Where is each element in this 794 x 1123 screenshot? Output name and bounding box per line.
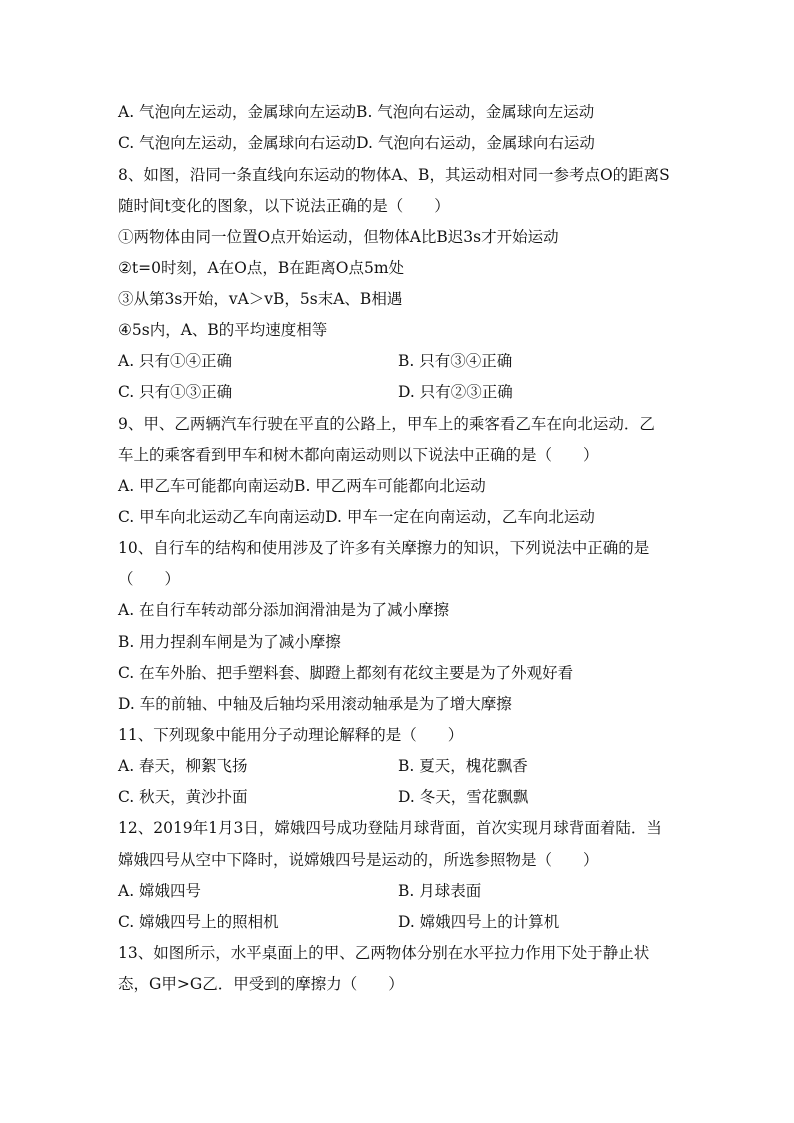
q12-option-c: C. 嫦娥四号上的照相机 <box>118 913 279 931</box>
q8-option-d: D. 只有②③正确 <box>398 383 513 401</box>
q10-option-a: A. 在自行车转动部分添加润滑油是为了减小摩擦 <box>118 601 450 619</box>
q8-statement-1: ①两物体由同一位置O点开始运动，但物体A比B迟3s才开始运动 <box>118 228 559 246</box>
q7-options-cd: C. 气泡向左运动，金属球向右运动D. 气泡向右运动，金属球向右运动 <box>118 134 595 152</box>
q12-stem-line2: 嫦娥四号从空中下降时，说嫦娥四号是运动的，所选参照物是（ ） <box>118 851 599 869</box>
q8-option-a: A. 只有①④正确 <box>118 352 233 370</box>
q8-option-b: B. 只有③④正确 <box>398 352 513 370</box>
q10-option-b: B. 用力捏刹车闸是为了减小摩擦 <box>118 633 341 651</box>
q11-option-d: D. 冬天，雪花飘飘 <box>398 788 529 806</box>
q9-stem-line2: 车上的乘客看到甲车和树木都向南运动则以下说法中正确的是（ ） <box>118 446 599 464</box>
q8-stem-line2: 随时间t变化的图象，以下说法正确的是（ ） <box>118 197 450 215</box>
q11-option-a: A. 春天，柳絮飞扬 <box>118 757 248 775</box>
q7-options-ab: A. 气泡向左运动，金属球向左运动B. 气泡向右运动，金属球向左运动 <box>118 103 595 121</box>
q9-options-ab: A. 甲乙车可能都向南运动B. 甲乙两车可能都向北运动 <box>118 477 486 495</box>
q10-option-d: D. 车的前轴、中轴及后轴均采用滚动轴承是为了增大摩擦 <box>118 695 512 713</box>
q10-stem-line1: 10、自行车的结构和使用涉及了许多有关摩擦力的知识，下列说法中正确的是 <box>118 539 650 557</box>
q9-stem-line1: 9、甲、乙两辆汽车行驶在平直的公路上，甲车上的乘客看乙车在向北运动．乙 <box>118 415 655 433</box>
q10-option-c: C. 在车外胎、把手塑料套、脚蹬上都刻有花纹主要是为了外观好看 <box>118 664 574 682</box>
q12-option-b: B. 月球表面 <box>398 882 482 900</box>
q12-option-d: D. 嫦娥四号上的计算机 <box>398 913 560 931</box>
q8-statement-4: ④5s内，A、B的平均速度相等 <box>118 321 328 339</box>
q11-option-c: C. 秋天，黄沙扑面 <box>118 788 248 806</box>
q8-option-c: C. 只有①③正确 <box>118 383 233 401</box>
q8-statement-2: ②t=0时刻，A在O点，B在距离O点5m处 <box>118 259 405 277</box>
q13-stem-line1: 13、如图所示，水平桌面上的甲、乙两物体分别在水平拉力作用下处于静止状 <box>118 944 650 962</box>
q8-statement-3: ③从第3s开始，vA＞vB，5s末A、B相遇 <box>118 290 403 308</box>
q8-stem-line1: 8、如图，沿同一条直线向东运动的物体A、B，其运动相对同一参考点O的距离S <box>118 166 670 184</box>
q9-options-cd: C. 甲车向北运动乙车向南运动D. 甲车一定在向南运动，乙车向北运动 <box>118 508 595 526</box>
q12-option-a: A. 嫦娥四号 <box>118 882 202 900</box>
q11-option-b: B. 夏天，槐花飘香 <box>398 757 528 775</box>
q13-stem-line2: 态，G甲>G乙．甲受到的摩擦力（ ） <box>118 975 404 993</box>
q12-stem-line1: 12、2019年1月3日，嫦娥四号成功登陆月球背面，首次实现月球背面着陆．当 <box>118 819 662 837</box>
q10-stem-line2: （ ） <box>118 570 181 588</box>
q11-stem: 11、下列现象中能用分子动理论解释的是（ ） <box>118 726 464 744</box>
